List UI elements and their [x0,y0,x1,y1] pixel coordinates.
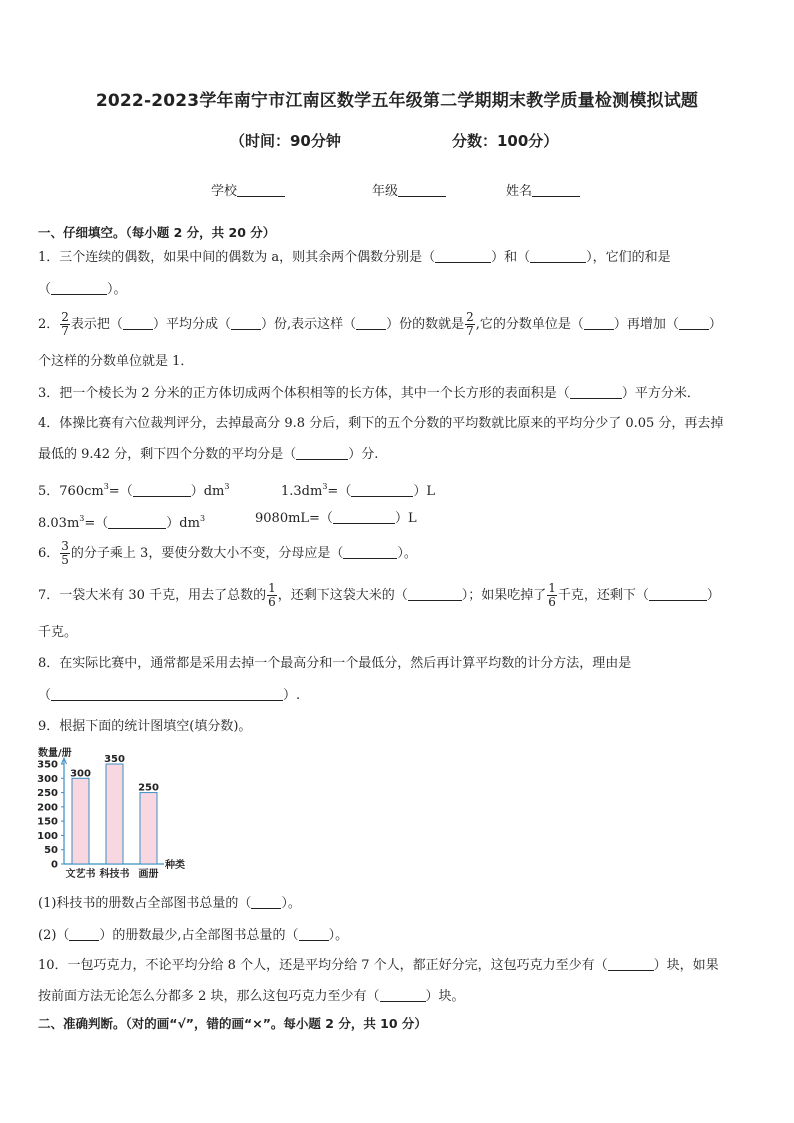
question-4: 4．体操比赛有六位裁判评分，去掉最高分 9.8 分后，剩下的五个分数的平均数就比原来的平均分少了 0.05 分，再去掉 [38,416,724,431]
question-9-sub-2: (2)（ ）的册数最少,占全部图书总量的（ ）。 [38,928,349,943]
name-blank[interactable] [532,184,580,197]
name-label: 姓名 [506,184,533,199]
answer-blank[interactable] [51,282,107,295]
data-label: 300 [70,768,91,780]
y-tick-label: 150 [37,816,58,828]
question-4-cont: 最低的 9.42 分，剩下四个分数的平均分是（ ）分. [38,447,379,462]
fraction: $\frac{1}{6}$ [548,581,556,609]
y-tick-label: 250 [37,788,58,800]
data-label: 350 [104,754,125,765]
answer-blank[interactable] [356,317,386,330]
question-10-cont: 按前面方法无论怎么分都多 2 块，那么这包巧克力至少有（ ）块。 [38,989,465,1004]
answer-blank[interactable] [231,317,261,330]
answer-blank[interactable] [299,928,329,941]
y-tick-label: 100 [37,830,58,842]
question-9-sub-1: (1)科技书的册数占全部图书总量的（ ）。 [38,896,301,911]
answer-blank[interactable] [435,250,491,263]
question-5-row-1: 5．$760cm^3=$（ ）$dm^3$ [38,482,230,499]
time-label: （时间：90分钟 [230,132,341,150]
answer-blank[interactable] [608,958,654,971]
question-5-row-2b: 9080mL=（ ）L [255,511,417,526]
question-5-row-2: $8.03m^3=$（ ）$dm^3$ [38,514,206,531]
school-blank[interactable] [237,184,285,197]
y-tick-label: 200 [37,802,58,814]
section-2-title: 二、准确判断。（对的画“√”，错的画“×”。每小题 2 分，共 10 分） [38,1016,427,1031]
answer-blank[interactable] [679,317,709,330]
x-tick-label: 科技书 [99,869,130,880]
y-tick-label: 350 [37,759,58,771]
answer-blank[interactable] [343,546,397,559]
answer-blank[interactable] [251,896,281,909]
fraction: $\frac{2}{7}$ [61,310,69,338]
exam-title: 2022-2023学年南宁市江南区数学五年级第二学期期末教学质量检测模拟试题 [95,91,699,111]
answer-blank[interactable] [530,250,586,263]
score-label: 分数：100分） [452,132,559,150]
fraction: $\frac{2}{7}$ [466,310,474,338]
y-tick-label: 300 [37,773,58,785]
question-5-row-1b: $1.3dm^3=$（ ）L [281,482,435,499]
y-axis-label: 数量/册 [38,748,72,759]
answer-blank[interactable] [351,484,413,497]
x-tick-label: 文艺书 [65,869,96,880]
grade-label: 年级 [372,184,399,199]
answer-blank[interactable] [408,588,462,601]
answer-blank[interactable] [133,484,191,497]
bar [106,764,123,864]
answer-blank[interactable] [123,317,153,330]
question-8: 8．在实际比赛中，通常都是采用去掉一个最高分和一个最低分，然后再计算平均数的计分方法，理由是 [38,656,632,671]
data-label: 250 [138,782,159,794]
answer-blank[interactable] [51,688,283,701]
bar [140,793,157,864]
answer-blank[interactable] [69,928,99,941]
answer-blank[interactable] [108,516,166,529]
grade-blank[interactable] [398,184,446,197]
bar [72,778,89,864]
answer-blank[interactable] [584,317,614,330]
question-10: 10．一包巧克力，不论平均分给 8 个人，还是平均分给 7 个人，都正好分完，这包巧克力至少有（ ）块，如果 [38,958,719,973]
question-1-cont: （ ）。 [38,282,127,297]
question-7-cont: 千克。 [38,625,78,640]
answer-blank[interactable] [380,989,426,1002]
answer-blank[interactable] [333,511,395,524]
question-1: 1．三个连续的偶数，如果中间的偶数为 a，则其余两个偶数分别是（ ）和（ ），它们的和是 [38,250,671,265]
y-tick-label: 0 [51,859,58,871]
x-tick-label: 画册 [138,869,159,880]
question-7: 7．一袋大米有 30 千克，用去了总数的 $\frac{1}{6}$ ，还剩下这袋大米的（ ）；如果吃掉了 $\frac{1}{6}$ 千克，还剩下（ ） [38,581,720,609]
answer-blank[interactable] [296,447,348,460]
section-1-title: 一、仔细填空。（每小题 2 分，共 20 分） [38,225,276,240]
school-field[interactable] [211,180,285,199]
question-2-cont: 个这样的分数单位就是 1． [38,354,194,369]
name-field[interactable] [506,180,580,199]
question-6: 6． $\frac{3}{5}$ 的分子乘上 3，要使分数大小不变，分母应是（ ）。 [38,539,417,567]
fraction: $\frac{1}{6}$ [268,581,276,609]
school-label: 学校 [211,184,238,199]
y-tick-label: 50 [44,845,58,857]
grade-field[interactable] [372,180,446,199]
answer-blank[interactable] [649,588,707,601]
question-3: 3．把一个棱长为 2 分米的正方体切成两个体积相等的长方体，其中一个长方形的表面积是（ ）平方分米． [38,386,700,401]
bar-chart [36,744,206,882]
answer-blank[interactable] [570,386,622,399]
question-9: 9．根据下面的统计图填空(填分数)。 [38,719,252,734]
question-8-cont: （ ）. [38,688,301,703]
x-axis-label: 种类 [165,860,185,871]
fraction: $\frac{3}{5}$ [61,539,69,567]
question-2: 2． $\frac{2}{7}$ 表示把（ ）平均分成（ ）份,表示这样（ ）份的数就是 $\frac{2}{7}$ ,它的分数单位是（ ）再增加（ ） [38,310,722,338]
